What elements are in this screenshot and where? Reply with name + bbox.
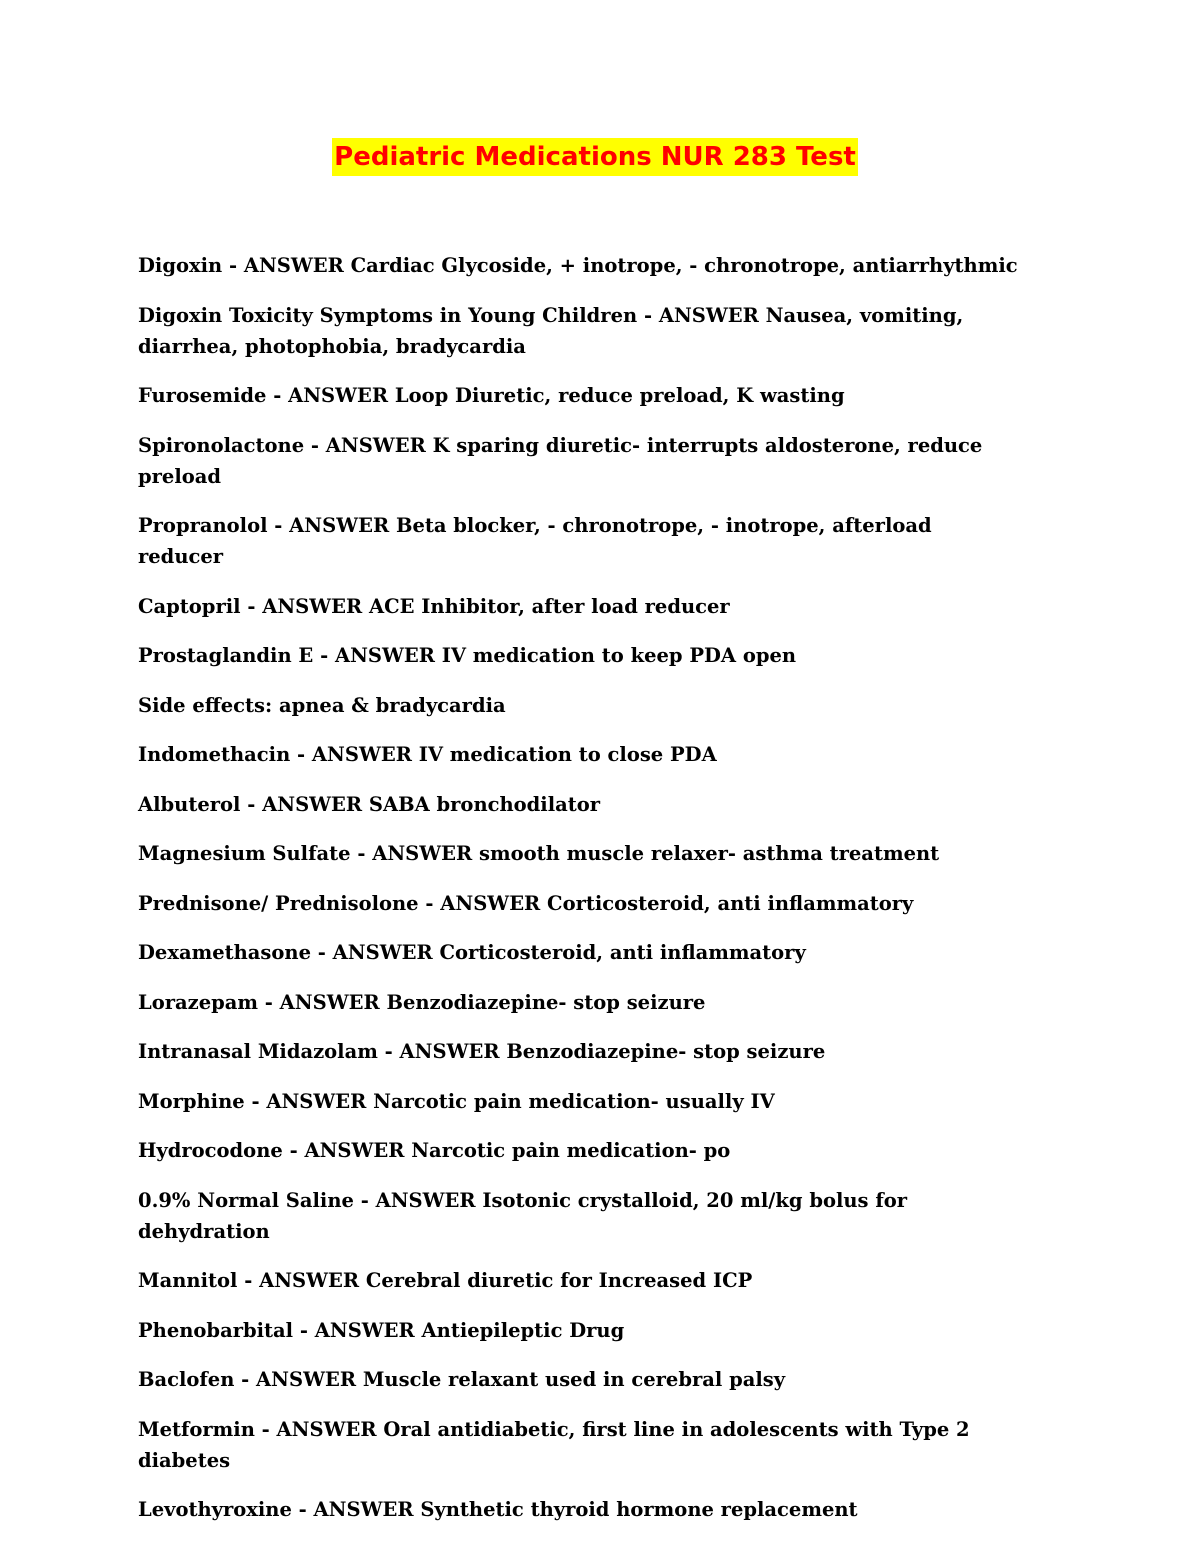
page-title: Pediatric Medications NUR 283 Test <box>332 138 858 176</box>
qa-entry: Albuterol - ANSWER SABA bronchodilator <box>138 792 601 816</box>
qa-entry: Captopril - ANSWER ACE Inhibitor, after load reducer <box>138 594 730 618</box>
qa-entry: Digoxin - ANSWER Cardiac Glycoside, + inotrope, - chronotrope, antiarrhythmic <box>138 254 1018 277</box>
qa-entry: Levothyroxine - ANSWER Synthetic thyroid hormone replacement <box>138 1498 858 1521</box>
qa-entry: Mannitol - ANSWER Cerebral diuretic for Increased ICP <box>138 1269 753 1292</box>
qa-list <box>138 250 1018 1544</box>
qa-entry: Lorazepam - ANSWER Benzodiazepine- stop seizure <box>138 990 706 1014</box>
qa-entry: Propranolol - ANSWER Beta blocker, - chronotrope, - inotrope, afterload reducer <box>138 514 932 568</box>
title-container <box>0 138 1190 176</box>
qa-entry: Side effects: apnea & bradycardia <box>138 693 506 717</box>
qa-entry: Metformin - ANSWER Oral antidiabetic, first line in adolescents with Type 2 diabetes <box>138 1417 970 1472</box>
qa-entry: Morphine - ANSWER Narcotic pain medication- usually IV <box>138 1089 775 1113</box>
qa-entry: Intranasal Midazolam - ANSWER Benzodiazepine- stop seizure <box>138 1040 826 1063</box>
qa-entry: Magnesium Sulfate - ANSWER smooth muscle relaxer- asthma treatment <box>138 842 940 865</box>
qa-entry: Baclofen - ANSWER Muscle relaxant used in cerebral palsy <box>138 1368 786 1391</box>
qa-entry: 0.9% Normal Saline - ANSWER Isotonic crystalloid, 20 ml/kg bolus for dehydration <box>138 1188 907 1243</box>
qa-entry: Prednisone/ Prednisolone - ANSWER Corticosteroid, anti inflammatory <box>138 891 914 915</box>
qa-entry: Spironolactone - ANSWER K sparing diuretic- interrupts aldosterone, reduce preload <box>138 433 983 488</box>
qa-entry: Hydrocodone - ANSWER Narcotic pain medication- po <box>138 1139 731 1162</box>
qa-entry: Indomethacin - ANSWER IV medication to close PDA <box>138 743 717 766</box>
qa-entry: Dexamethasone - ANSWER Corticosteroid, anti inflammatory <box>138 941 806 964</box>
qa-entry: Furosemide - ANSWER Loop Diuretic, reduce preload, K wasting <box>138 384 845 407</box>
qa-entry: Prostaglandin E - ANSWER IV medication to keep PDA open <box>138 644 797 667</box>
qa-entry: Phenobarbital - ANSWER Antiepileptic Drug <box>138 1318 625 1342</box>
qa-entry: Digoxin Toxicity Symptoms in Young Children - ANSWER Nausea, vomiting, diarrhea, photophobia, bradycardia <box>138 303 964 358</box>
